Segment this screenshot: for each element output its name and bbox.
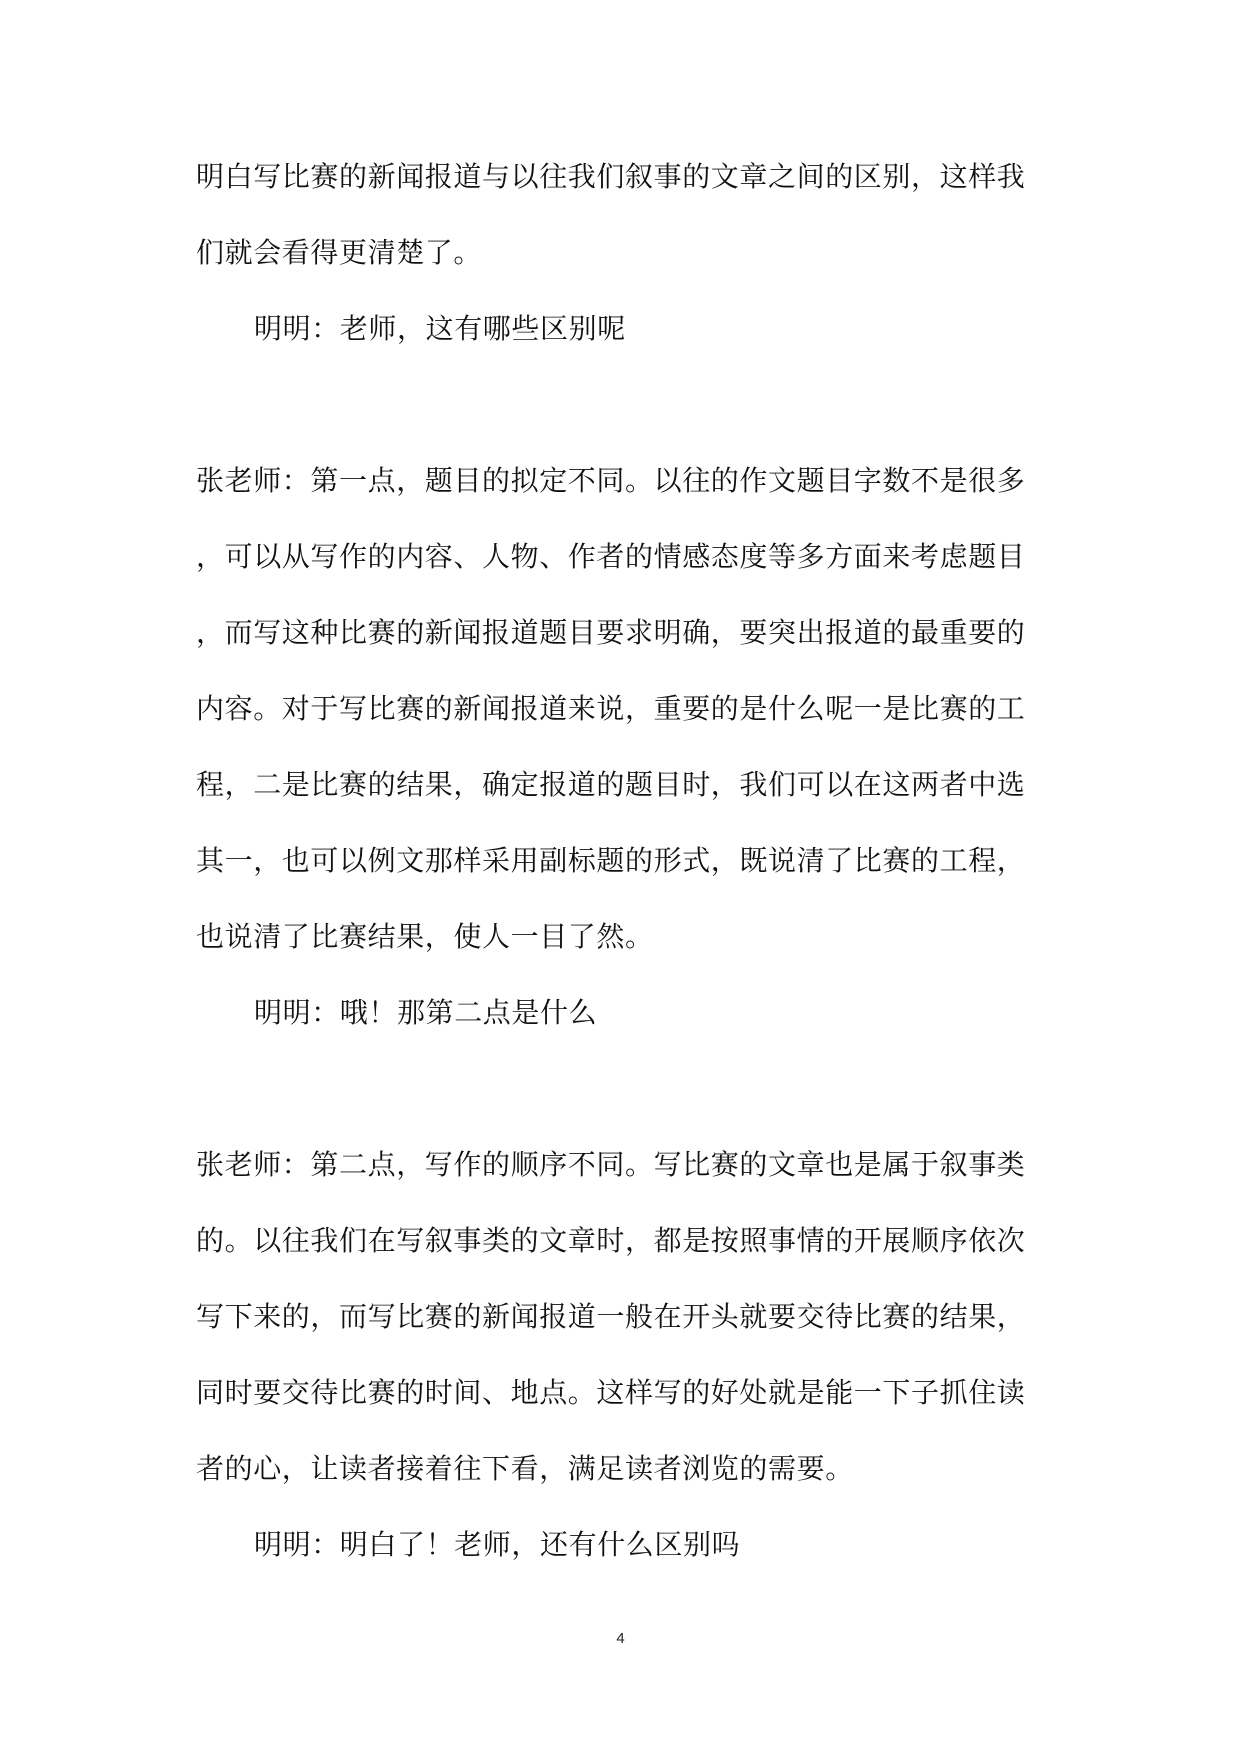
dialogue-line-mingming: 明明：哦！那第二点是什么 [254,996,598,1029]
text-line: ，可以从写作的内容、人物、作者的情感态度等多方面来考虑题目 [196,540,1026,573]
dialogue-line-teacher: 张老师：第一点，题目的拟定不同。以往的作文题目字数不是很多 [196,464,1026,497]
text-line: 写下来的，而写比赛的新闻报道一般在开头就要交待比赛的结果， [196,1300,1026,1333]
page-number: 4 [616,1630,625,1647]
text-line: 程，二是比赛的结果，确定报道的题目时，我们可以在这两者中选 [196,768,1026,801]
text-line: 者的心，让读者接着往下看，满足读者浏览的需要。 [196,1452,854,1485]
text-line: 内容。对于写比赛的新闻报道来说，重要的是什么呢一是比赛的工 [196,692,1026,725]
text-line: ，而写这种比赛的新闻报道题目要求明确，要突出报道的最重要的 [196,616,1026,649]
dialogue-line-teacher: 张老师：第二点，写作的顺序不同。写比赛的文章也是属于叙事类 [196,1148,1026,1181]
text-line: 也说清了比赛结果，使人一目了然。 [196,920,654,953]
dialogue-line-mingming: 明明：老师，这有哪些区别呢 [254,312,626,345]
text-line: 们就会看得更清楚了。 [196,236,483,269]
text-line: 的。以往我们在写叙事类的文章时，都是按照事情的开展顺序依次 [196,1224,1026,1257]
text-line: 明白写比赛的新闻报道与以往我们叙事的文章之间的区别，这样我 [196,160,1026,193]
text-line: 其一，也可以例文那样采用副标题的形式，既说清了比赛的工程， [196,844,1026,877]
text-line: 同时要交待比赛的时间、地点。这样写的好处就是能一下子抓住读 [196,1376,1026,1409]
dialogue-line-mingming: 明明：明白了！老师，还有什么区别吗 [254,1528,741,1561]
